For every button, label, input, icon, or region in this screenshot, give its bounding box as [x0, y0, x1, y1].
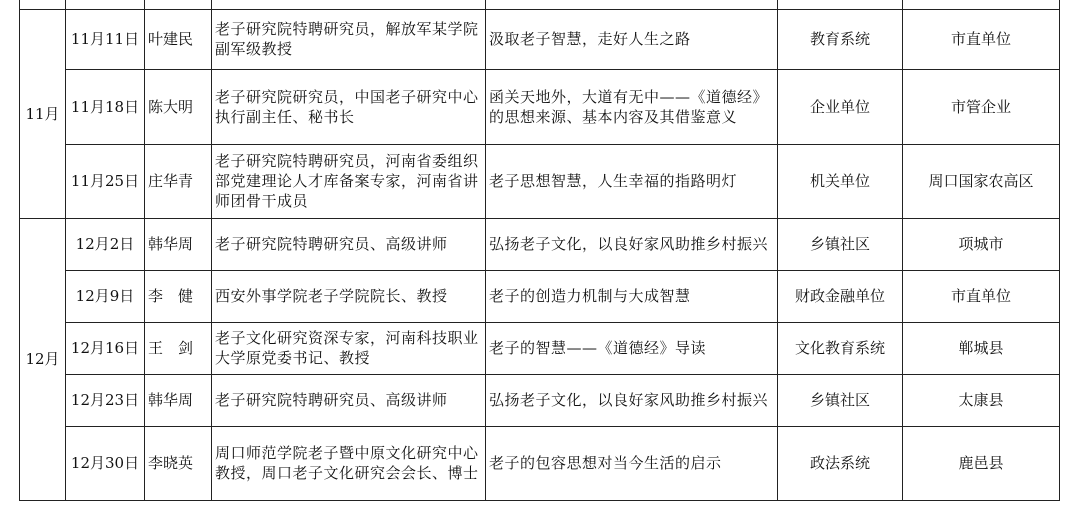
venue-cell: 市管企业 — [903, 69, 1060, 144]
lecture-topic-cell: 老子思想智慧，人生幸福的指路明灯 — [486, 144, 778, 218]
month-cell-empty — [20, 0, 66, 9]
audience-cell: 教育系统 — [778, 9, 903, 69]
audience-cell: 乡镇社区 — [778, 374, 903, 426]
table-row — [20, 9, 1060, 69]
date-cell: 12月23日 — [66, 374, 145, 426]
table-row — [20, 218, 1060, 270]
table-row — [20, 374, 1060, 426]
lecture-topic-cell: 弘扬老子文化，以良好家风助推乡村振兴 — [486, 374, 778, 426]
speaker-title-cell: 老子研究院特聘研究员、高级讲师 — [212, 218, 486, 270]
table-cell-empty — [212, 0, 486, 9]
venue-cell: 郸城县 — [903, 322, 1060, 374]
date-cell: 12月2日 — [66, 218, 145, 270]
speaker-title-cell: 老子研究院特聘研究员、高级讲师 — [212, 374, 486, 426]
audience-cell: 乡镇社区 — [778, 218, 903, 270]
month-cell-december: 12月 — [20, 218, 66, 500]
speaker-title-cell: 老子研究院研究员，中国老子研究中心执行副主任、秘书长 — [212, 69, 486, 144]
venue-cell: 市直单位 — [903, 270, 1060, 322]
lecture-topic-cell: 汲取老子智慧，走好人生之路 — [486, 9, 778, 69]
speaker-title-cell: 老子研究院特聘研究员，解放军某学院副军级教授 — [212, 9, 486, 69]
speaker-cell: 李晓英 — [145, 426, 212, 500]
venue-cell: 鹿邑县 — [903, 426, 1060, 500]
table-cell-empty — [778, 0, 903, 9]
date-cell: 12月16日 — [66, 322, 145, 374]
speaker-cell: 王 剑 — [145, 322, 212, 374]
table-cell-empty — [486, 0, 778, 9]
lecture-topic-cell: 老子的包容思想对当今生活的启示 — [486, 426, 778, 500]
lecture-topic-cell: 函关天地外，大道有无中——《道德经》的思想来源、基本内容及其借鉴意义 — [486, 69, 778, 144]
month-cell-november: 11月 — [20, 9, 66, 218]
venue-cell: 项城市 — [903, 218, 1060, 270]
speaker-title-cell: 周口师范学院老子暨中原文化研究中心教授，周口老子文化研究会会长、博士 — [212, 426, 486, 500]
date-cell: 12月9日 — [66, 270, 145, 322]
table-row — [20, 0, 1060, 9]
audience-cell: 机关单位 — [778, 144, 903, 218]
date-cell: 11月18日 — [66, 69, 145, 144]
audience-cell: 企业单位 — [778, 69, 903, 144]
speaker-title-cell: 西安外事学院老子学院院长、教授 — [212, 270, 486, 322]
date-cell: 12月30日 — [66, 426, 145, 500]
table-row — [20, 144, 1060, 218]
table-row — [20, 69, 1060, 144]
audience-cell: 财政金融单位 — [778, 270, 903, 322]
speaker-cell: 韩华周 — [145, 218, 212, 270]
speaker-cell: 庄华青 — [145, 144, 212, 218]
lecture-topic-cell: 弘扬老子文化，以良好家风助推乡村振兴 — [486, 218, 778, 270]
lecture-topic-cell: 老子的智慧——《道德经》导读 — [486, 322, 778, 374]
table-cell-empty — [145, 0, 212, 9]
speaker-title-cell: 老子文化研究资深专家，河南科技职业大学原党委书记、教授 — [212, 322, 486, 374]
table-row — [20, 270, 1060, 322]
lecture-topic-cell: 老子的创造力机制与大成智慧 — [486, 270, 778, 322]
table-cell-empty — [903, 0, 1060, 9]
speaker-cell: 叶建民 — [145, 9, 212, 69]
speaker-cell: 韩华周 — [145, 374, 212, 426]
venue-cell: 太康县 — [903, 374, 1060, 426]
audience-cell: 文化教育系统 — [778, 322, 903, 374]
venue-cell: 周口国家农高区 — [903, 144, 1060, 218]
speaker-cell: 李 健 — [145, 270, 212, 322]
table-row — [20, 322, 1060, 374]
speaker-title-cell: 老子研究院特聘研究员，河南省委组织部党建理论人才库备案专家，河南省讲师团骨干成员 — [212, 144, 486, 218]
table-row — [20, 426, 1060, 500]
date-cell: 11月25日 — [66, 144, 145, 218]
lecture-schedule-table — [19, 0, 1060, 501]
speaker-cell: 陈大明 — [145, 69, 212, 144]
date-cell: 11月11日 — [66, 9, 145, 69]
table-cell-empty — [66, 0, 145, 9]
audience-cell: 政法系统 — [778, 426, 903, 500]
venue-cell: 市直单位 — [903, 9, 1060, 69]
